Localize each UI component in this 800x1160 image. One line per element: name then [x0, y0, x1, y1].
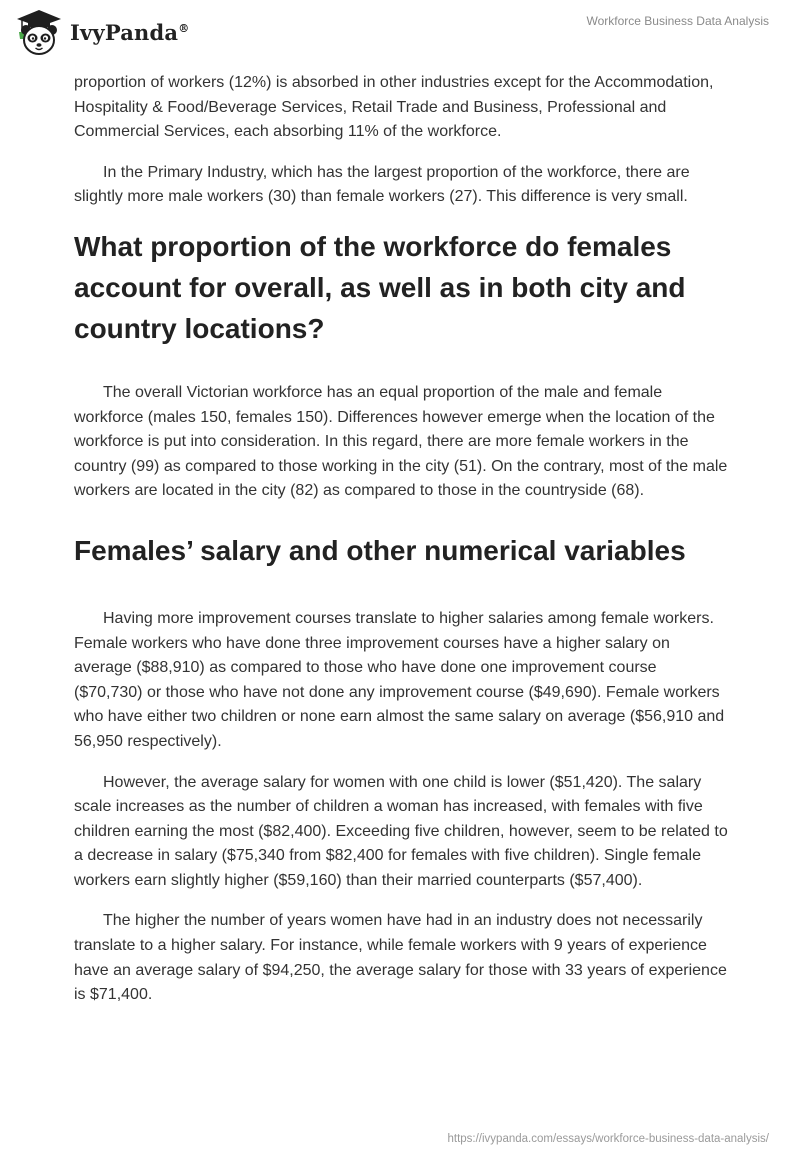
brand-name: IvyPanda® — [70, 19, 190, 45]
article-body — [74, 71, 728, 1024]
paragraph: In the Primary Industry, which has the largest proportion of the workforce, there are slightly more male workers (30) than female workers (27). This difference is very small. — [74, 163, 690, 206]
document-title: Workforce Business Data Analysis — [586, 14, 769, 28]
section-heading: Females’ salary and other numerical variables — [74, 534, 686, 566]
page-header — [0, 0, 800, 64]
ivypanda-logo[interactable] — [14, 8, 189, 56]
paragraph: However, the average salary for women with one child is lower ($51,420). The salary scale increases as the number of children a woman has increased, with females with five children earning the most ($82,400). Exceeding five children, however, seem to be related to a decrease in salary ($75,340 from $82,400 for females with five children). Single female workers earn slightly higher ($59,160) than their married counterparts ($57,400). — [74, 773, 728, 889]
paragraph: The overall Victorian workforce has an equal proportion of the male and female workforce (males 150, females 150). Differences however emerge when the location of the workforce is put into consideration. In this regard, there are more female workers in the country (99) as compared to those working in the city (51). On the contrary, most of the male workers are located in the city (82) as compared to those in the countryside (68). — [74, 383, 728, 500]
paragraph: proportion of workers (12%) is absorbed in other industries except for the Accommodation, Hospitality & Food/Beverage Services, Retail Trade and Business, Professional and Commercial Services, each absorbing 11% of the workforce. — [74, 74, 714, 141]
panda-graduate-icon — [14, 8, 64, 56]
source-url[interactable]: https://ivypanda.com/essays/workforce-business-data-analysis/ — [447, 1133, 769, 1145]
section-heading: What proportion of the workforce do females account for overall, as well as in both city and country locations? — [74, 230, 686, 344]
paragraph: The higher the number of years women have had in an industry does not necessarily translate to a higher salary. For instance, while female workers with 9 years of experience have an average salary of $94,250, the average salary for those with 33 years of experience is $71,400. — [74, 912, 727, 1004]
paragraph: Having more improvement courses translate to higher salaries among female workers. Female workers who have done three improvement courses have a higher salary on average ($88,910) as compared to those who have done one improvement course ($70,730) or those who have not done any improvement course ($49,690). Female workers who have either two children or none earn almost the same salary on average ($56,910 and 56,950 respectively). — [74, 609, 725, 750]
